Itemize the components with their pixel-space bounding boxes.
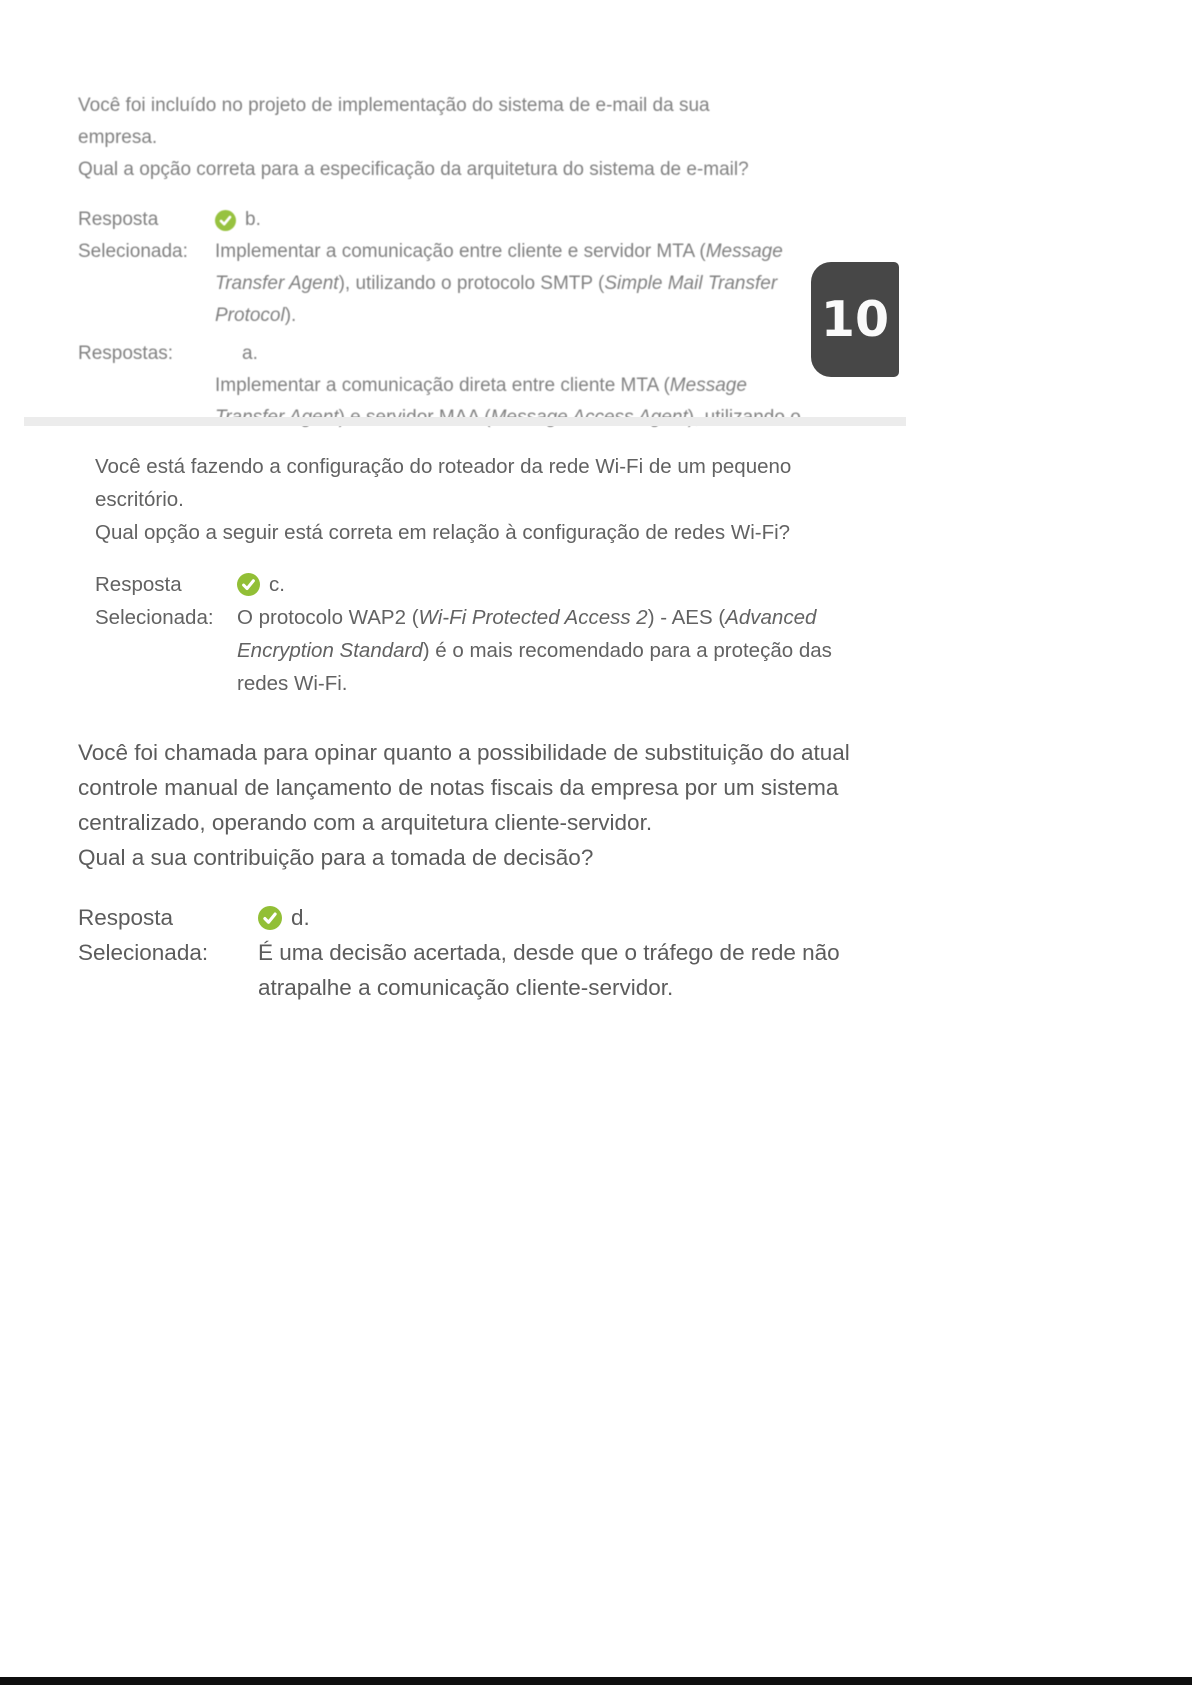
- question-line: Você foi chamada para opinar quanto a possibilidade de substituição do atual: [78, 740, 850, 765]
- answer-label-resposta: Resposta: [78, 905, 174, 930]
- answer-label-selecionada: Selecionada:: [78, 940, 209, 965]
- question-line: controle manual de lançamento de notas fiscais da empresa por um sistema: [78, 775, 839, 800]
- answer-text-line: Encryption Standard) é o mais recomendado para a proteção das: [237, 639, 832, 662]
- question-block-3: [78, 735, 963, 1005]
- answer-text-line: atrapalhe a comunicação cliente-servidor.: [258, 975, 674, 1000]
- answer-label-selecionada: Selecionada:: [95, 606, 214, 629]
- question-line: centralizado, operando com a arquitetura cliente-servidor.: [78, 810, 653, 835]
- question-line: escritório.: [95, 488, 184, 511]
- question-text: [95, 450, 935, 549]
- answer-row: [78, 204, 910, 236]
- section-divider: [24, 417, 906, 426]
- question-text: [78, 90, 910, 186]
- answer-row: [78, 338, 910, 370]
- correct-check-icon: [258, 906, 282, 930]
- answers-section: [78, 900, 963, 1005]
- answer-label-resposta: Resposta: [78, 209, 159, 230]
- answer-label-selecionada: Selecionada:: [78, 241, 188, 262]
- answer-row: [95, 568, 935, 601]
- answer-text-line: É uma decisão acertada, desde que o tráfego de rede não: [258, 940, 840, 965]
- answers-section: [78, 204, 910, 434]
- answer-row: [78, 236, 910, 332]
- page-number-badge: [811, 262, 899, 377]
- selected-option-row: [258, 900, 963, 935]
- option-letter: d.: [291, 905, 310, 930]
- answer-text-line: redes Wi-Fi.: [237, 672, 348, 695]
- question-line: Qual a opção correta para a especificação da arquitetura do sistema de e-mail?: [78, 159, 749, 180]
- question-line: Você está fazendo a configuração do roteador da rede Wi-Fi de um pequeno: [95, 455, 792, 478]
- correct-check-icon: [237, 573, 260, 596]
- selected-answer-text: [258, 935, 963, 1005]
- answer-text-line: Implementar a comunicação entre cliente e servidor MTA (Message: [215, 241, 783, 262]
- selected-answer-text: [237, 601, 935, 700]
- answer-label-respostas: Respostas:: [78, 343, 174, 364]
- answer-text-line: Implementar a comunicação direta entre cliente MTA (Message: [215, 375, 747, 396]
- selected-answer-text: [215, 236, 910, 332]
- question-text: [78, 735, 963, 875]
- page-number: 10: [820, 291, 890, 348]
- question-line: Você foi incluído no projeto de implementação do sistema de e-mail da sua: [78, 95, 710, 116]
- correct-check-icon: [215, 210, 236, 231]
- answer-label-resposta: Resposta: [95, 573, 182, 596]
- question-line: empresa.: [78, 127, 158, 148]
- option-letter: b.: [245, 209, 261, 230]
- answer-text-line: Transfer Agent), utilizando o protocolo SMTP (Simple Mail Transfer: [215, 273, 778, 294]
- answers-section: [95, 568, 935, 700]
- option-letter: c.: [269, 573, 285, 596]
- question-line: Qual opção a seguir está correta em relação à configuração de redes Wi-Fi?: [95, 521, 791, 544]
- question-block-1: [78, 90, 910, 417]
- answer-text-line: O protocolo WAP2 (Wi-Fi Protected Access 2) - AES (Advanced: [237, 606, 817, 629]
- answer-text-line: Protocol).: [215, 305, 297, 326]
- selected-option-row: [237, 568, 935, 601]
- answer-row: [78, 900, 963, 935]
- selected-option-row: [215, 204, 910, 236]
- question-block-2: [95, 450, 935, 700]
- question-line: Qual a sua contribuição para a tomada de decisão?: [78, 845, 594, 870]
- respostas-option-letter: a.: [242, 343, 258, 364]
- answer-row: [78, 935, 963, 1005]
- bottom-bar: [0, 1677, 1192, 1685]
- answer-row: [95, 601, 935, 700]
